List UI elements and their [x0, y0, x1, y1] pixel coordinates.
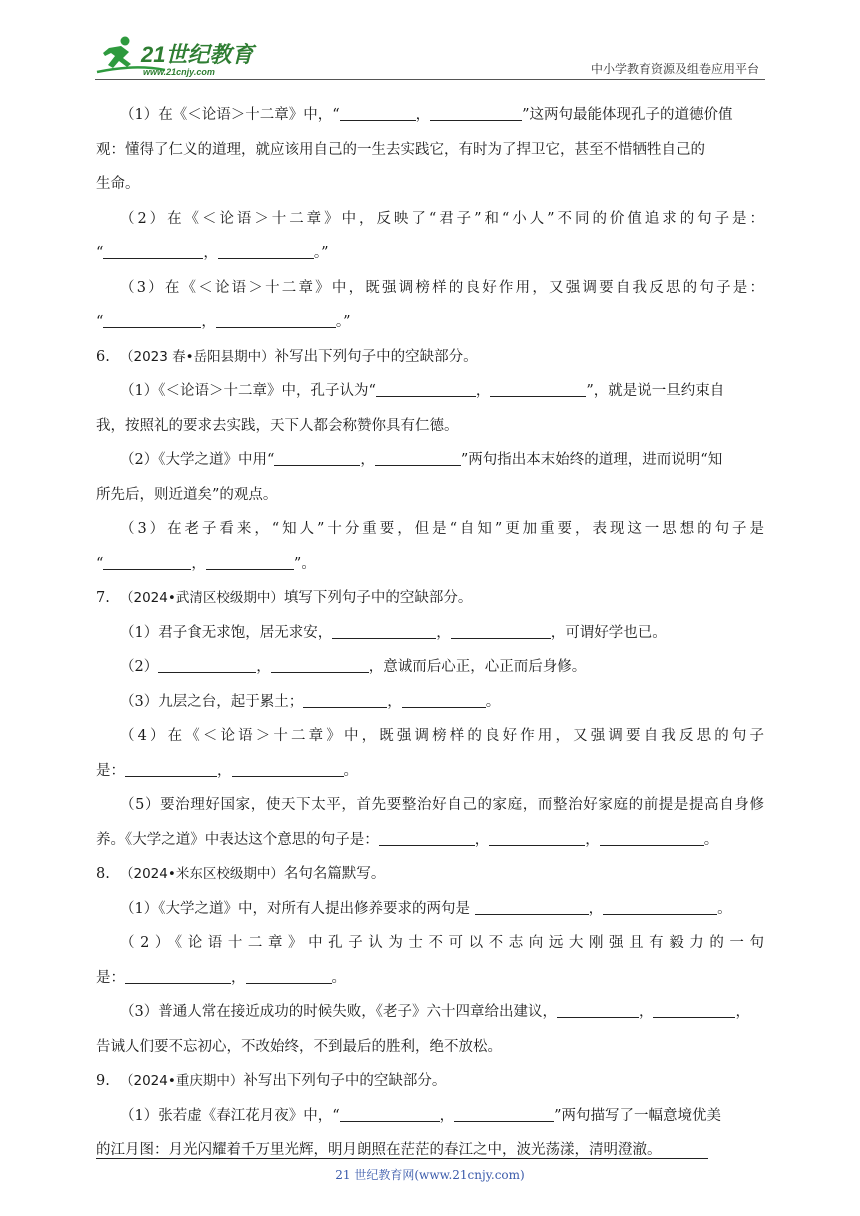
blank[interactable] [332, 624, 436, 639]
blank[interactable] [557, 1003, 639, 1018]
q5-line-7: “ ， 。” [96, 314, 351, 330]
q5-line-6: （3）在《＜论语＞十二章》中，既强调榜样的良好作用，又强调要自我反思的句子是： [120, 279, 764, 296]
header-divider [95, 79, 765, 80]
q7-line-1: （1）君子食无求饱，居无求安， ， ，可谓好学也已。 [120, 624, 667, 641]
blank[interactable] [246, 969, 332, 984]
blank[interactable] [303, 693, 387, 708]
blank[interactable] [454, 1107, 554, 1122]
q7-line-4: （4）在《＜论语＞十二章》中，既强调榜样的良好作用，又强调要自我反思的句子 [120, 728, 764, 744]
q7-line-5: 是： ， 。 [96, 762, 358, 779]
blank[interactable] [340, 1107, 440, 1122]
q9-line-2: 的江月图：月光闪耀着千万里光辉，明月朗照在茫茫的春江之中，波光荡漾，清明澄澈。 [96, 1142, 662, 1158]
q8-line-5: 告诫人们要不忘初心，不改始终，不到最后的胜利，绝不放松。 [96, 1038, 502, 1055]
blank[interactable] [379, 831, 475, 846]
blank[interactable] [402, 693, 486, 708]
blank[interactable] [218, 244, 314, 259]
q5-line-4: （2）在《＜论语＞十二章》中，反映了“君子”和“小人”不同的价值追求的句子是： [120, 210, 764, 227]
svg-text:www.21cnjy.com: www.21cnjy.com [143, 67, 215, 77]
q6-line-6: “ ， ”。 [96, 555, 316, 572]
blank[interactable] [490, 382, 586, 397]
svg-text:21世纪教育: 21世纪教育 [141, 42, 254, 67]
blank[interactable] [103, 555, 191, 570]
q6-line-5: （3）在老子看来，“知人”十分重要，但是“自知”更加重要，表现这一思想的句子是 [120, 521, 764, 537]
platform-name: 中小学教育资源及组卷应用平台 [590, 62, 759, 76]
q5-line-5: “ ， 。” [96, 245, 329, 261]
q8-line-3: 是： ， 。 [96, 969, 346, 986]
q6-line-1: （1）《＜论语＞十二章》中，孔子认为“ ， ”，就是说一旦约束自 [120, 383, 725, 399]
blank[interactable] [232, 762, 344, 777]
question-content [96, 98, 764, 1168]
q6-line-4: 所先后，则近道矣”的观点。 [96, 486, 278, 503]
q7-line-6: （5）要治理好国家，使天下太平，首先要整治好自己的家庭，而整治好家庭的前提是提高自身修 [120, 797, 764, 813]
q5-line-2: 观：懂得了仁义的道理，就应该用自己的一生去实践它，有时为了捍卫它，甚至不惜牺牲自己的 [96, 141, 705, 158]
blank[interactable] [158, 658, 256, 673]
footer-text[interactable]: 21 世纪教育网(www.21cnjy.com) [335, 1168, 525, 1182]
blank[interactable] [125, 969, 231, 984]
q8-line-1: （1）《大学之道》中，对所有人提出修养要求的两句是 ， 。 [120, 900, 732, 917]
blank[interactable] [475, 900, 589, 915]
q7-line-2: （2） ， ，意诚而后心正，心正而后身修。 [120, 659, 587, 675]
q9-line-1: （1）张若虚《春江花月夜》中，“ ， ”两句描写了一幅意境优美 [120, 1107, 722, 1124]
page-header [95, 34, 765, 80]
site-logo [95, 34, 265, 78]
q5-line-1: （1）在《＜论语＞十二章》中，“ ， ”这两句最能体现孔子的道德价值 [120, 107, 733, 123]
q6-line-3: （2）《大学之道》中用“ ， ”两句指出本末始终的道理，进而说明“知 [120, 452, 723, 468]
q6-line-2: 我，按照礼的要求去实践，天下人都会称赞你具有仁德。 [96, 417, 459, 434]
q7-line-7: 养。《大学之道》中表达这个意思的句子是： ， ， 。 [96, 831, 719, 848]
blank[interactable] [103, 244, 203, 259]
blank[interactable] [271, 658, 369, 673]
question-7-title: 7. （2024•武清区校级期中）填写下列句子中的空缺部分。 [96, 590, 473, 606]
blank[interactable] [206, 555, 294, 570]
blank[interactable] [216, 313, 336, 328]
blank[interactable] [103, 313, 201, 328]
footer-divider [96, 1158, 708, 1159]
blank[interactable] [489, 831, 585, 846]
q8-line-2: （2）《论语十二章》中孔子认为士不可以不志向远大刚强且有毅力的一句 [120, 935, 764, 951]
q5-line-3: 生命。 [96, 176, 140, 192]
blank[interactable] [125, 762, 217, 777]
question-9-title: 9. （2024•重庆期中）补写出下列句子中的空缺部分。 [96, 1073, 447, 1089]
question-6-title: 6. （2023 春•岳阳县期中）补写出下列句子中的空缺部分。 [96, 348, 478, 365]
question-8-title: 8. （2024•米东区校级期中）名句名篇默写。 [96, 866, 386, 882]
blank[interactable] [603, 900, 717, 915]
blank[interactable] [376, 382, 476, 397]
runner-logo-icon [95, 34, 265, 78]
blank[interactable] [451, 624, 551, 639]
blank[interactable] [430, 106, 522, 121]
blank[interactable] [600, 831, 704, 846]
blank[interactable] [274, 451, 360, 466]
blank[interactable] [653, 1003, 735, 1018]
q7-line-3: （3）九层之台，起于累土； ， 。 [120, 693, 501, 710]
q8-line-4: （3）普通人常在接近成功的时候失败，《老子》六十四章给出建议， ， ， [120, 1004, 750, 1020]
blank[interactable] [340, 106, 416, 121]
blank[interactable] [375, 451, 461, 466]
